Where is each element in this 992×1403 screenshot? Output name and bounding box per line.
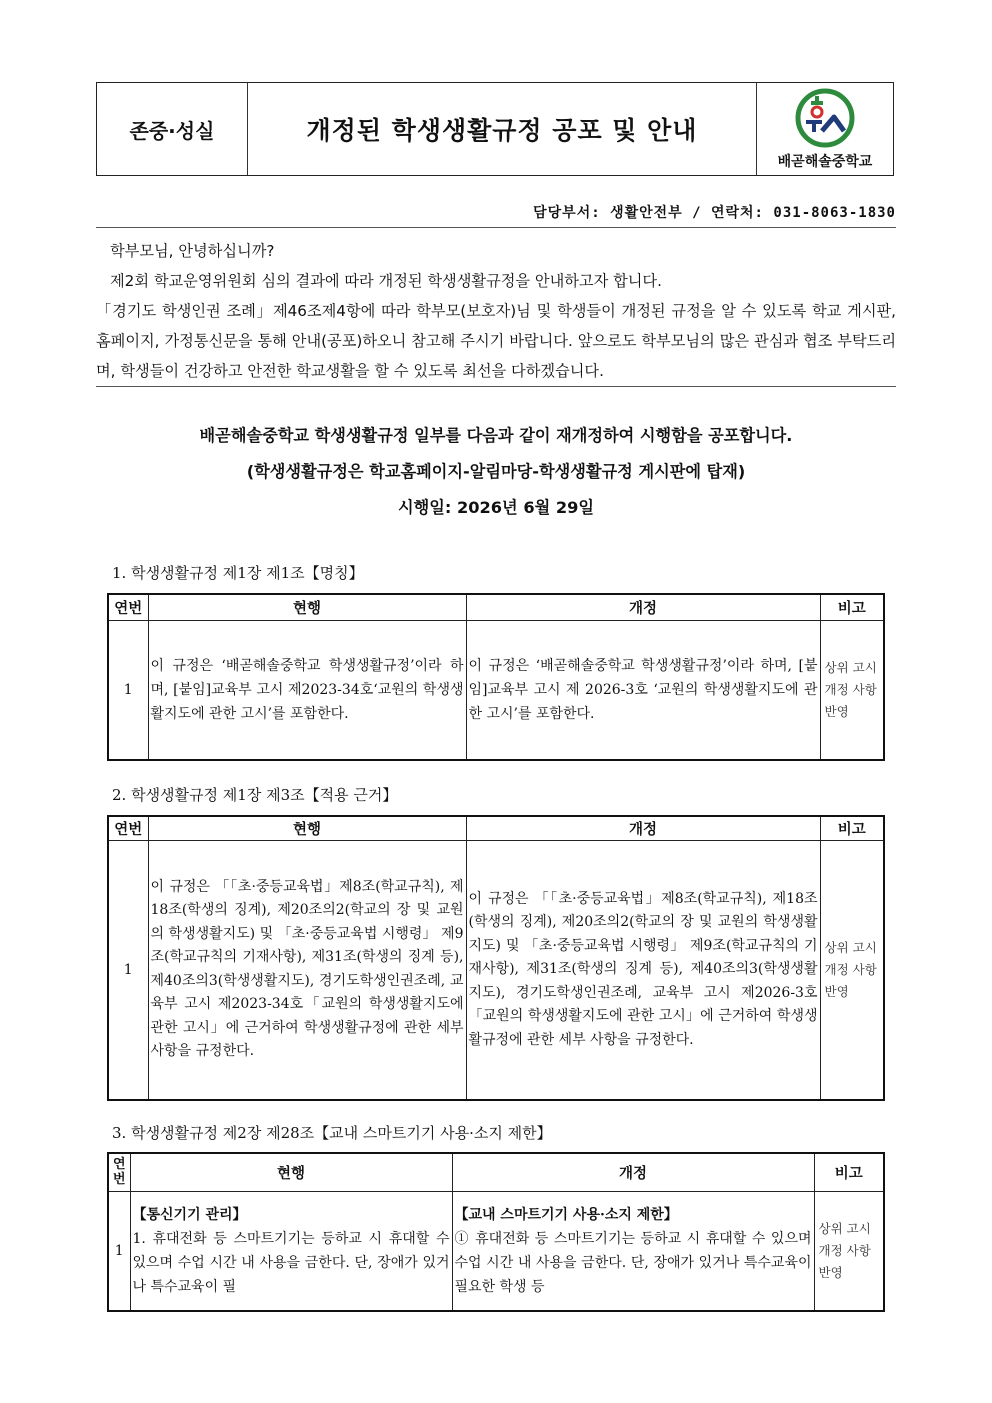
document-header [96, 82, 894, 176]
announcement [96, 418, 896, 526]
column-header-num: 연번 [108, 594, 148, 620]
column-header-note: 비고 [820, 594, 884, 620]
column-header-note: 비고 [814, 1153, 884, 1191]
document-title: 개정된 학생생활규정 공포 및 안내 [248, 83, 757, 175]
section-title: 3. 학생생활규정 제2장 제28조【교내 스마트기기 사용·소지 제한】 [112, 1124, 552, 1142]
current-text: 이 규정은 「「초·중등교육법」제8조(학교규칙), 제18조(학생의 징계), 제20조의2(학교의 장 및 교원의 학생생활지도) 및 「초·중등교육법 시행령」 제9조(학교규칙의 기재사항), 제31조(학생의 징계 등), 제40조의3(학생생활지도), 경기도학생인권조례, 교육부 고시 제2023-34호「교원의 학생생활지도에 관한 고시」에 근거하여 학생생활규정에 관한 세부 사항을 규정한다. [148, 840, 466, 1100]
note-text: 상위 고시 개정 사항 반영 [820, 840, 884, 1100]
revised-text: 이 규정은 ‘배곧해솔중학교 학생생활규정’이라 하며, [붙임]교육부 고시 제 2026-3호 ‘교원의 학생생활지도에 관한 고시’를 포함한다. [466, 620, 820, 760]
school-name: 배곧해솔중학교 [777, 154, 873, 170]
revised-text: ① 휴대전화 등 스마트기기는 등하교 시 휴대할 수 있으며 수업 시간 내 사용을 금한다. 단, 장애가 있거나 특수교육이 필요한 학생 등 [454, 1230, 812, 1295]
intro-body: 「경기도 학생인권 조례」제46조제4항에 따라 학부모(보호자)님 및 학생들이 개정된 규정을 알 수 있도록 학교 게시판, 홈페이지, 가정통신문을 통해 안내(공포)하오니 참고해 주시기 바랍니다. 앞으로도 학부모님의 많은 관심과 협조 부탁드리며, 학생들이 건강하고 안전한 학교생활을 할 수 있도록 최선을 다하겠습니다. [96, 302, 896, 380]
current-cell [130, 1191, 452, 1311]
column-header-num: 연번 [108, 1153, 130, 1191]
section-title: 2. 학생생활규정 제1장 제3조【적용 근거】 [112, 786, 398, 804]
note-text: 상위 고시 개정 사항 반영 [820, 620, 884, 760]
revised-heading: 【교내 스마트기기 사용·소지 제한】 [454, 1206, 678, 1223]
school-logo-icon [792, 87, 858, 149]
row-number: 1 [108, 620, 148, 760]
column-header-revised: 개정 [452, 1153, 814, 1191]
row-number: 1 [108, 1191, 130, 1311]
current-text: 이 규정은 ‘배곧해솔중학교 학생생활규정’이라 하며, [붙임]교육부 고시 제2023-34호‘교원의 학생생활지도에 관한 고시’를 포함한다. [148, 620, 466, 760]
school-logo-block [757, 83, 893, 175]
column-header-revised: 개정 [466, 594, 820, 620]
intro-purpose: 제2회 학교운영위원회 심의 결과에 따라 개정된 학생생활규정을 안내하고자 합니다. [110, 272, 662, 290]
column-header-revised: 개정 [466, 816, 820, 840]
row-number: 1 [108, 840, 148, 1100]
school-motto: 존중·성실 [97, 83, 248, 175]
section-title: 1. 학생생활규정 제1장 제1조【명칭】 [112, 564, 364, 582]
column-header-current: 현행 [148, 816, 466, 840]
column-header-current: 현행 [130, 1153, 452, 1191]
note-text: 상위 고시 개정 사항 반영 [814, 1191, 884, 1311]
revision-table [107, 1152, 885, 1312]
announcement-location: (학생생활규정은 학교홈페이지-알림마당-학생생활규정 게시판에 탑재) [246, 462, 746, 481]
announcement-date: 시행일: 2026년 6월 29일 [397, 498, 595, 517]
revised-cell [452, 1191, 814, 1311]
announcement-main: 배곧해솔중학교 학생생활규정 일부를 다음과 같이 재개정하여 시행함을 공포합니다. [199, 426, 793, 445]
column-header-note: 비고 [820, 816, 884, 840]
column-header-num: 연번 [108, 816, 148, 840]
revision-table [107, 815, 885, 1101]
intro-greeting: 학부모님, 안녕하십니까? [110, 242, 275, 260]
current-text: 1. 휴대전화 등 스마트기기는 등하교 시 휴대할 수 있으며 수업 시간 내 사용을 금한다. 단, 장애가 있거나 특수교육이 필 [132, 1230, 450, 1295]
revised-text: 이 규정은 「「초·중등교육법」제8조(학교규칙), 제18조(학생의 징계), 제20조의2(학교의 장 및 교원의 학생생활지도) 및 「초·중등교육법 시행령」 제9조(학교규칙의 기재사항), 제31조(학생의 징계 등), 제40조의3(학생생활지도), 경기도학생인권조례, 교육부 고시 제2026-3호「교원의 학생생활지도에 관한 고시」에 근거하여 학생생활규정에 관한 세부 사항을 규정한다. [466, 840, 820, 1100]
column-header-current: 현행 [148, 594, 466, 620]
revision-table [107, 593, 885, 761]
contact-info: 담당부서: 생활안전부 / 연락처: 031-8063-1830 [96, 202, 896, 228]
intro-paragraph [96, 236, 896, 387]
current-heading: 【통신기기 관리】 [132, 1206, 247, 1223]
